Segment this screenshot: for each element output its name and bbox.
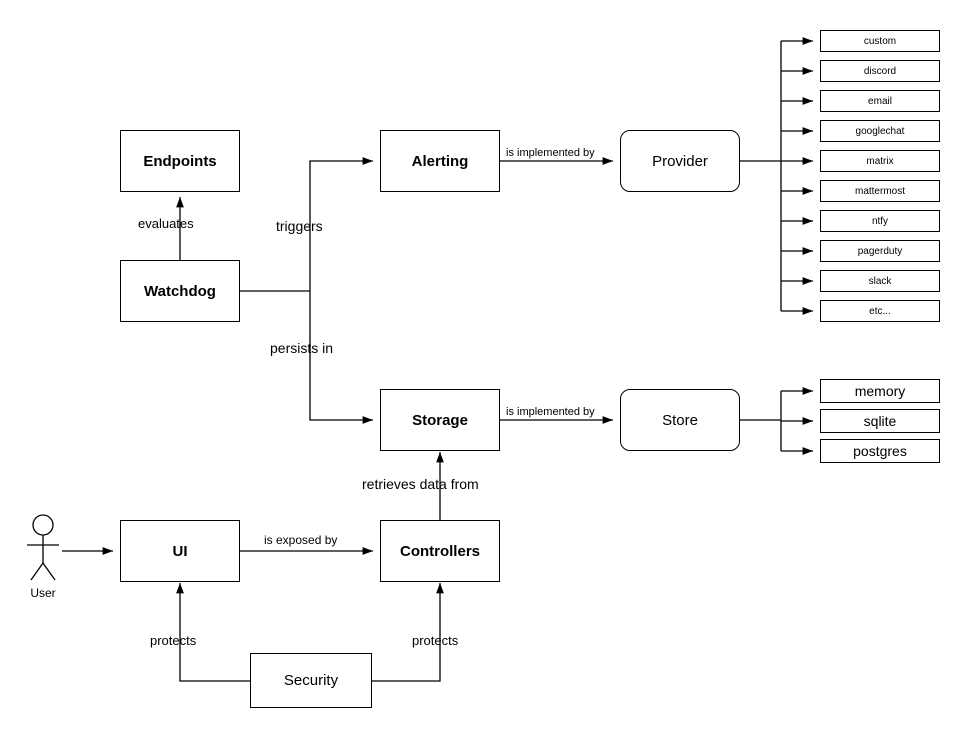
edge-label-protects-ui: protects	[150, 633, 197, 648]
provider-item-email[interactable]	[820, 90, 940, 112]
node-storage[interactable]	[380, 389, 500, 451]
node-store-label: Store	[662, 411, 698, 429]
node-security[interactable]	[250, 653, 372, 708]
edge-label-storage-store: is implemented by	[506, 406, 595, 418]
node-ui[interactable]	[120, 520, 240, 582]
actor-leg-right	[43, 563, 55, 580]
edge-label-triggers: triggers	[276, 218, 323, 234]
edge-label-is-exposed-by: is exposed by	[264, 533, 338, 547]
node-provider-label: Provider	[652, 152, 708, 170]
provider-item-ntfy[interactable]	[820, 210, 940, 232]
store-item-label: memory	[854, 383, 906, 399]
store-item-postgres[interactable]	[820, 439, 940, 463]
provider-item-label: etc...	[869, 305, 891, 317]
node-endpoints-label: Endpoints	[143, 152, 217, 170]
node-controllers-label: Controllers	[399, 542, 480, 560]
actor-label: User	[30, 586, 56, 600]
edge-security-ui	[180, 583, 250, 681]
edge-security-controllers	[372, 583, 440, 681]
node-alerting-label: Alerting	[411, 152, 469, 170]
provider-item-matrix[interactable]	[820, 150, 940, 172]
provider-item-label: slack	[868, 275, 892, 287]
provider-item-slack[interactable]	[820, 270, 940, 292]
provider-item-label: ntfy	[871, 215, 889, 227]
provider-item-discord[interactable]	[820, 60, 940, 82]
node-provider[interactable]	[620, 130, 740, 192]
node-watchdog[interactable]	[120, 260, 240, 322]
actor-leg-left	[31, 563, 43, 580]
provider-item-label: mattermost	[854, 185, 905, 197]
provider-item-etc[interactable]	[820, 300, 940, 322]
edge-label-evaluates: evaluates	[138, 216, 194, 231]
node-endpoints[interactable]	[120, 130, 240, 192]
edge-label-alerting-provider: is implemented by	[506, 147, 595, 159]
provider-item-pagerduty[interactable]	[820, 240, 940, 262]
provider-item-mattermost[interactable]	[820, 180, 940, 202]
provider-item-label: matrix	[866, 155, 894, 167]
node-controllers[interactable]	[380, 520, 500, 582]
provider-item-label: email	[868, 95, 892, 107]
provider-item-label: discord	[863, 65, 897, 77]
provider-item-custom[interactable]	[820, 30, 940, 52]
store-item-memory[interactable]	[820, 379, 940, 403]
edge-label-protects-controllers: protects	[412, 633, 459, 648]
node-watchdog-label: Watchdog	[144, 282, 216, 300]
node-ui-label: UI	[172, 542, 188, 560]
node-store[interactable]	[620, 389, 740, 451]
provider-item-label: googlechat	[855, 125, 905, 137]
provider-item-googlechat[interactable]	[820, 120, 940, 142]
node-storage-label: Storage	[412, 411, 468, 429]
edge-label-retrieves-data-from: retrieves data from	[362, 476, 479, 492]
edge-label-persists-in: persists in	[270, 340, 334, 356]
store-item-label: postgres	[853, 443, 907, 459]
provider-item-label: pagerduty	[857, 245, 903, 257]
store-item-label: sqlite	[863, 413, 897, 429]
actor-head	[33, 515, 53, 535]
node-security-label: Security	[283, 672, 339, 689]
store-item-sqlite[interactable]	[820, 409, 940, 433]
provider-item-label: custom	[863, 35, 897, 47]
node-alerting[interactable]	[380, 130, 500, 192]
